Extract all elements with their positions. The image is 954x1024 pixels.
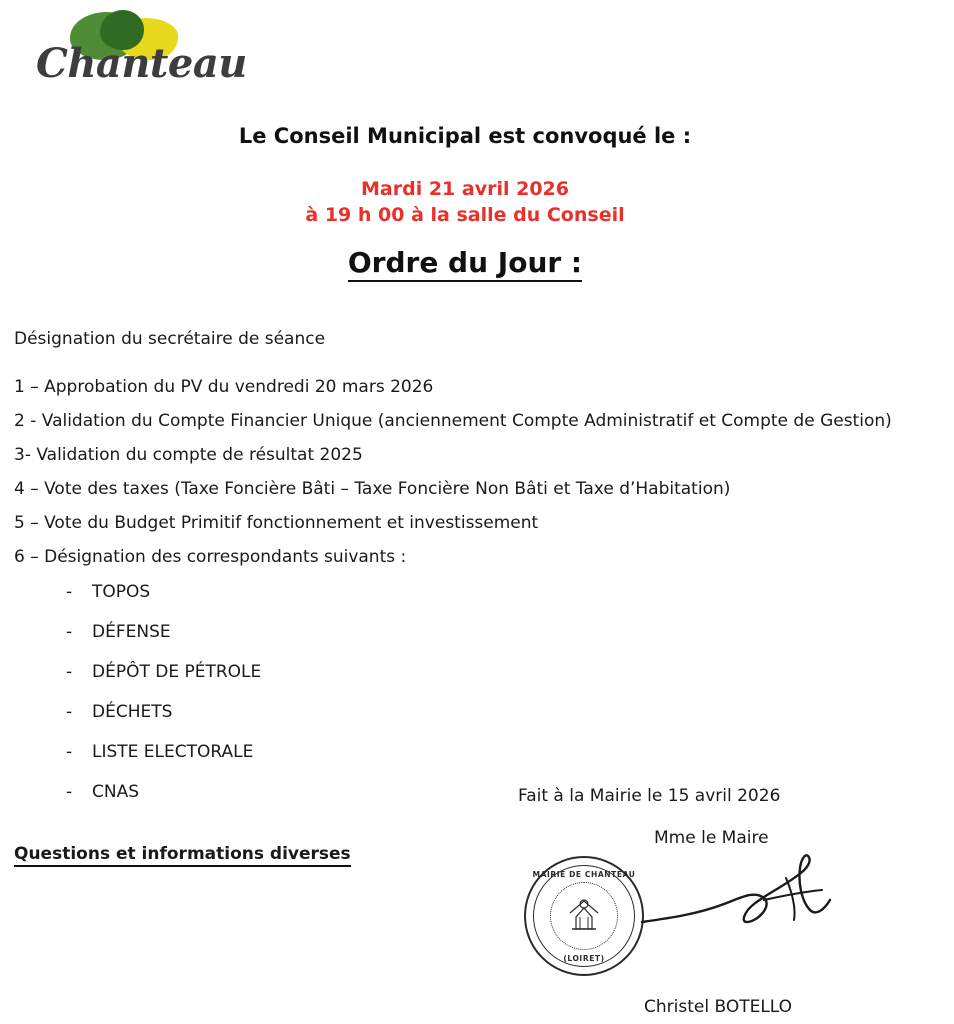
agenda-item-5: 5 – Vote du Budget Primitif fonctionnement et investissement xyxy=(14,513,539,533)
meeting-date-block xyxy=(0,176,930,228)
list-item xyxy=(14,782,934,802)
list-item xyxy=(14,622,934,642)
agenda-body xyxy=(14,328,934,867)
stamp-bottom-text: (LOIRET) xyxy=(563,954,605,963)
list-item-label: DÉCHETS xyxy=(92,702,173,722)
agenda-item-2: 2 - Validation du Compte Financier Unique (anciennement Compte Administratif et Compte de Gestion) xyxy=(14,411,892,431)
list-item xyxy=(14,662,934,682)
agenda-title xyxy=(0,246,930,279)
official-stamp xyxy=(524,856,644,976)
agenda-title-text: Ordre du Jour : xyxy=(348,246,582,282)
list-bullet: - xyxy=(66,582,73,602)
list-item-label: DÉPÔT DE PÉTROLE xyxy=(92,662,262,682)
list-item-label: LISTE ELECTORALE xyxy=(92,742,254,762)
list-bullet: - xyxy=(66,782,73,802)
closing-heading: Questions et informations diverses xyxy=(14,844,351,867)
agenda-item-3: 3- Validation du compte de résultat 2025 xyxy=(14,445,363,465)
stamp-top-text: MAIRIE DE CHANTEAU xyxy=(532,870,636,879)
list-item xyxy=(14,702,934,722)
agenda-item-6: 6 – Désignation des correspondants suivants : xyxy=(14,547,407,567)
municipal-seal-emblem-icon xyxy=(562,895,606,937)
list-item-label: DÉFENSE xyxy=(92,622,171,642)
place-and-date: Fait à la Mairie le 15 avril 2026 xyxy=(518,786,781,806)
list-bullet: - xyxy=(66,662,73,682)
logo-wordmark: Chanteau xyxy=(36,40,247,87)
signer-name: Christel BOTELLO xyxy=(644,997,793,1017)
list-bullet: - xyxy=(66,702,73,722)
meeting-time-place-line: à 19 h 00 à la salle du Conseil xyxy=(305,204,625,226)
meeting-date-line: Mardi 21 avril 2026 xyxy=(361,178,569,200)
handwritten-signature-icon xyxy=(636,848,851,958)
list-bullet: - xyxy=(66,742,73,762)
list-item-label: CNAS xyxy=(92,782,140,802)
municipality-logo xyxy=(36,10,247,102)
signer-title: Mme le Maire xyxy=(654,828,769,848)
agenda-item-4: 4 – Vote des taxes (Taxe Foncière Bâti – Taxe Foncière Non Bâti et Taxe d’Habitation) xyxy=(14,479,731,499)
convocation-heading: Le Conseil Municipal est convoqué le : xyxy=(238,124,692,148)
secretary-designation-line: Désignation du secrétaire de séance xyxy=(14,329,326,349)
list-bullet: - xyxy=(66,622,73,642)
list-item-label: TOPOS xyxy=(92,582,151,602)
list-item xyxy=(14,582,934,602)
correspondents-list xyxy=(14,582,934,802)
list-item xyxy=(14,742,934,762)
agenda-item-1: 1 – Approbation du PV du vendredi 20 mars 2026 xyxy=(14,377,434,397)
